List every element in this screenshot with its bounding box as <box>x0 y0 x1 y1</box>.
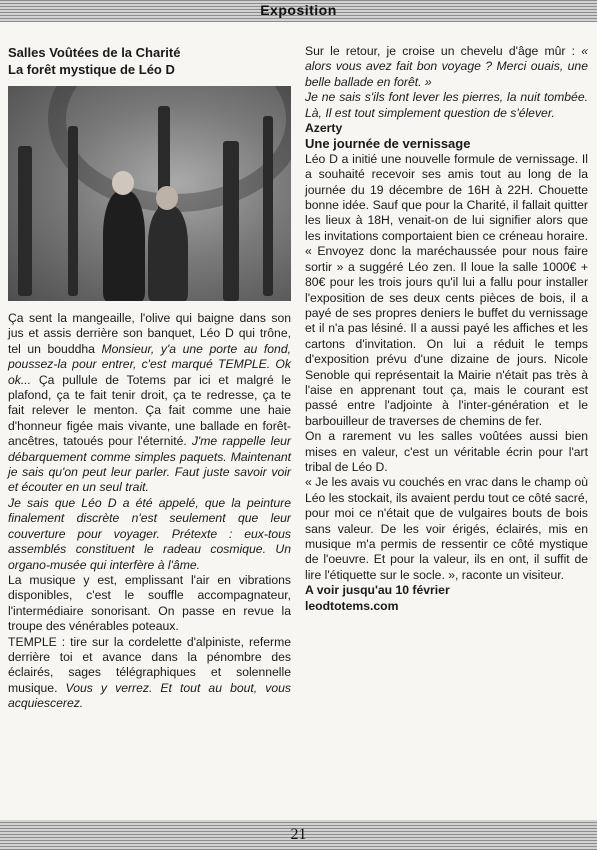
photo-totem <box>18 146 32 296</box>
paragraph: « Je les avais vu couchés en vrac dans le champ où Léo les stockait, ils avaient perdu tout ce côté sacré, pour moi ce n'était que de vulgaires bouts de bois sans valeur. De les voir érigés, éclairés, mis en musique m'a permis de ressentir ce côté mystique de l'oeuvre. Et pour la valeur, ils en ont, il suffit de lire l'étiquette sur le socle. », raconte un visiteur. <box>305 475 588 582</box>
paragraph <box>305 44 588 90</box>
website-link[interactable]: leodtotems.com <box>305 598 399 613</box>
text-run-italic: Vous y verrez. Et tout au bout, vous acquiescerez. <box>8 680 291 711</box>
article-title: Salles Voûtées de la Charité <box>8 45 181 60</box>
exhibition-photo <box>8 86 291 301</box>
text-run: TEMPLE : tire sur la cordelette d'alpiniste, referme derrière toi et avance dans la pénombre des éclairés, sages télégraphiques et solennelle musique. <box>8 634 291 695</box>
closing-dates: A voir jusqu'au 10 février <box>305 583 450 598</box>
photo-person-head <box>156 186 178 210</box>
paragraph <box>8 311 291 496</box>
paragraph <box>8 635 291 712</box>
section-heading: Une journée de vernissage <box>305 136 471 152</box>
photo-totem <box>263 116 273 296</box>
section-title: Exposition <box>260 2 337 18</box>
text-run: Ça pullule de Totems par ici et malgré le plafond, ça te fait tenir droit, ça te redresse, ça te fait relever le menton. Ça fait comme une haie d'honneur figée mais vivante, une ballade en forêt-ancêtres, tatoués pour l'éternité. <box>8 372 291 449</box>
text-run-italic: Prétexte : eux-tous assemblés constituent le radeau cosmique. Un organo-musée qui interfère à l'âme. <box>8 526 291 572</box>
paragraph: Je ne sais s'ils font lever les pierres, la nuit tombée. Là, Il est tout simplement question de s'élever. <box>305 90 588 120</box>
paragraph: La musique y est, emplissant l'air en vibrations disponibles, c'est le souffle accompagnateur, l'intermédiaire sonorisant. On passe en revue la troupe des vénérables poteaux. <box>8 572 291 634</box>
photo-person <box>148 206 188 301</box>
text-run-italic: Maintenant je sais qu'on peut leur parler. Faut juste savoir voir et écouter en un seul trait. <box>8 449 292 495</box>
photo-totem <box>68 126 78 296</box>
text-run-italic: Je sais que Léo D a été appelé, que la peinture finalement discrète n'est seulement que leur couverture pour voyager. <box>8 495 291 541</box>
left-column <box>8 44 291 712</box>
right-column <box>305 44 588 614</box>
text-run-italic: « alors vous avez fait bon voyage ? Merci ouais, une belle ballade en forêt. » <box>305 44 588 89</box>
text-run-italic: J'me rappelle leur débarquement comme simples paquets. <box>8 434 291 464</box>
author-signature: Azerty <box>305 121 343 136</box>
text-run: Ça sent la mangeaille, l'olive qui baigne dans son jus et assis derrière son banquet, Léo D qui trône, tel un bouddha <box>8 311 291 356</box>
photo-person-head <box>112 171 134 195</box>
photo-totem <box>223 141 239 301</box>
page-number: 21 <box>290 826 307 843</box>
text-run: Sur le retour, je croise un chevelu d'âge mûr : <box>305 44 582 58</box>
paragraph <box>8 496 291 573</box>
paragraph: On a rarement vu les salles voûtées aussi bien mises en valeur, c'est un véritable écrin pour l'art tribal de Léo D. <box>305 429 588 474</box>
article-subtitle: La forêt mystique de Léo D <box>8 62 175 77</box>
paragraph: Léo D a initié une nouvelle formule de vernissage. Il a souhaité recevoir ses amis tout au long de la journée du 19 décembre de 16H à 22H. Chouette bonne idée. Sauf que pour la Charité, il fallait quitter les lieux à 18H, venait-on de lui signifier alors que les invitations comportaient bien ce créneau horaire. « Envoyez donc la maréchaussée pour nous faire sortir » a suggéré Léo zen. Il loue la salle 1000€ + 80€ pour les trois jours qu'il lui a fallu pour installer l'exposition de ses deux cents pièces de bois, il a payé de ses propres deniers le buffet du vernissage et il n'a pas lésiné. Il a aussi payé les affiches et les cartons d'invitation. On lui a réduit le temps d'exposition prévu d'une dizaine de jours. Nicole Senoble qui représentait la Mairie n'était pas très à l'aise en apprenant tout ça, mais le courant est passé entre l'adjointe à l'inter-génération et le barbouilleur de traverses de chemins de fer. <box>305 151 588 428</box>
text-run-italic: Monsieur, y'a une porte au fond, poussez-la pour entrer, c'est marqué TEMPLE. Ok ok... <box>8 341 291 387</box>
photo-person <box>103 191 145 301</box>
